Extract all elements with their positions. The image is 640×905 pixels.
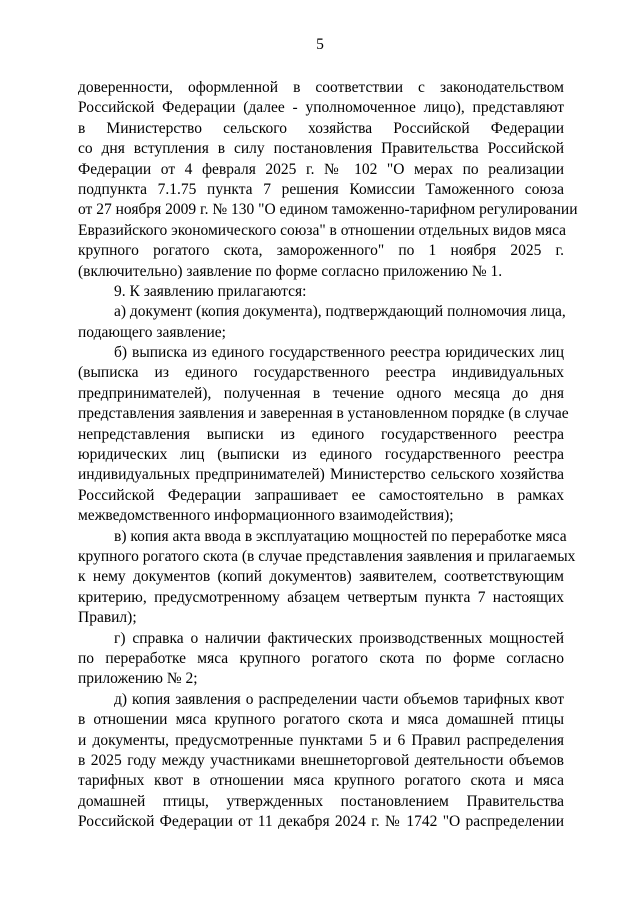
text-line: критерию, предусмотренному абзацем четвертым пункта 7 настоящих — [78, 588, 564, 606]
text-line: Российской Федерации запрашивает ее самостоятельно в рамках — [78, 486, 564, 504]
text-line: юридических лиц (выписки из единого государственного реестра — [78, 446, 564, 464]
text-line: и документы, предусмотренные пунктами 5 и 6 Правил распределения — [78, 731, 564, 749]
text-line: от 27 ноября 2009 г. № 130 "О едином таможенно-тарифном регулировании — [78, 201, 578, 219]
text-line: предпринимателей), полученная в течение одного месяца до дня — [78, 384, 564, 402]
text-line: межведомственного информационного взаимодействия); — [78, 507, 454, 525]
text-line: крупного рогатого скота, замороженного" по 1 ноября 2025 г. — [78, 242, 564, 260]
text-line: 9. К заявлению прилагаются: — [114, 282, 307, 300]
text-line: Правил); — [78, 609, 137, 627]
text-line: Евразийского экономического союза" в отношении отдельных видов мяса — [78, 221, 567, 239]
text-line: в 2025 году между участниками внешнеторговой деятельности объемов — [78, 751, 564, 769]
text-line: в Министерство сельского хозяйства Российской Федерации — [78, 119, 564, 137]
text-line: по переработке мяса крупного рогатого скота по форме согласно — [78, 649, 564, 667]
text-line: со дня вступления в силу постановления Правительства Российской — [78, 140, 564, 158]
text-line: крупного рогатого скота (в случае представления заявления и прилагаемых — [78, 547, 576, 565]
text-line: приложению № 2; — [78, 670, 198, 688]
text-line: доверенности, оформленной в соответствии с законодательством — [78, 79, 564, 96]
text-line: в) копия акта ввода в эксплуатацию мощностей по переработке мяса — [114, 527, 567, 545]
text-line: индивидуальных предпринимателей) Министерство сельского хозяйства — [78, 466, 564, 484]
text-line: (выписка из единого государственного реестра индивидуальных — [78, 364, 564, 382]
text-line: б) выписка из единого государственного реестра юридических лиц — [114, 344, 564, 362]
text-line: Российской Федерации (далее - уполномоченное лицо), представляют — [78, 99, 564, 117]
document-body — [78, 78, 578, 832]
text-line: подпункта 7.1.75 пункта 7 решения Комиссии Таможенного союза — [78, 180, 564, 198]
text-line: г) справка о наличии фактических производственных мощностей — [114, 629, 564, 647]
text-line: подающего заявление; — [78, 323, 226, 341]
text-line: тарифных квот в отношении мяса крупного рогатого скота и мяса — [78, 772, 564, 790]
text-line: Российской Федерации от 11 декабря 2024 г. № 1742 "О распределении — [78, 813, 564, 831]
text-line: Федерации от 4 февраля 2025 г. № 102 "О мерах по реализации — [78, 160, 564, 178]
text-line: непредставления выписки из единого государственного реестра — [78, 425, 564, 443]
text-line: а) документ (копия документа), подтверждающий полномочия лица, — [114, 303, 566, 321]
text-line: к нему документов (копий документов) заявителем, соответствующим — [78, 568, 564, 586]
text-line: домашней птицы, утвержденных постановлением Правительства — [78, 792, 564, 810]
text-line: представления заявления и заверенная в установленном порядке (в случае — [78, 405, 569, 423]
text-line: д) копия заявления о распределении части объемов тарифных квот — [114, 690, 564, 708]
text-line: в отношении мяса крупного рогатого скота и мяса домашней птицы — [78, 711, 564, 729]
text-line: (включительно) заявление по форме согласно приложению № 1. — [78, 262, 503, 280]
page-number: 5 — [316, 36, 324, 53]
